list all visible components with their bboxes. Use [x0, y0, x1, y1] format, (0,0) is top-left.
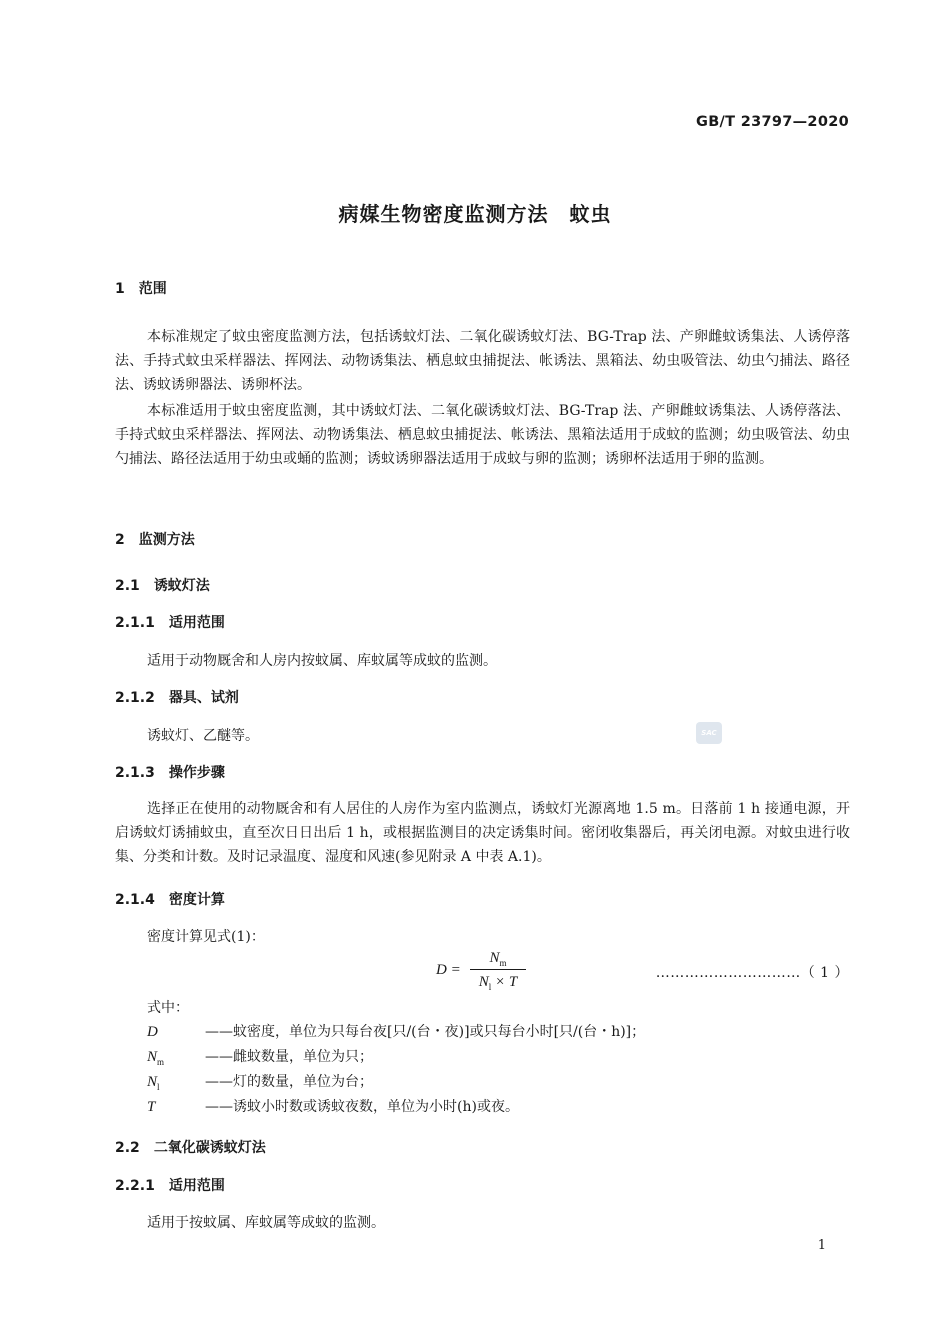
section-title: 适用范围 [168, 615, 225, 631]
scope-text-2-1-1: 适用于动物厩舍和人房内按蚊属、库蚊属等成蚊的监测。 [147, 653, 497, 669]
where-label: 式中： [147, 1000, 189, 1016]
formula-numerator: $N_m$ [489, 950, 507, 968]
equipment-text: 诱蚊灯、乙醚等。 [147, 728, 259, 744]
variable-symbol: $N_m$ [147, 1049, 165, 1067]
section-title: 监测方法 [138, 532, 195, 548]
section-title: 诱蚊灯法 [153, 578, 210, 594]
section-number: 2.1 [115, 578, 140, 594]
section-number: 2.2 [115, 1140, 140, 1156]
page-number: 1 [817, 1238, 826, 1253]
variable-symbol: $N_l$ [147, 1074, 160, 1092]
section-title: 适用范围 [168, 1178, 225, 1194]
variable-definition [147, 1046, 373, 1067]
section-title: 二氧化碳诱蚊灯法 [153, 1140, 266, 1156]
section-heading-2 [115, 529, 195, 549]
section-number: 2.1.2 [115, 690, 155, 706]
procedure-paragraph: 选择正在使用的动物厩舍和有人居住的人房作为室内监测点，诱蚊灯光源离地 1.5 m。日落前 1 h 接通电源，开启诱蚊灯诱捕蚊虫，直至次日日出后 1 h，或根据监测目的决定诱集时间。密闭收集器后，再关闭电源。对蚊虫进行收集、分类和计数。及时记录温度、湿度和风速(参见附录 A 中表 A.1)。 [115, 801, 850, 865]
equation-number: …………………………（ 1 ） [655, 965, 849, 981]
section-number: 2 [115, 532, 125, 548]
variable-description: ——蚊密度，单位为只每台夜[只/(台・夜)]或只每台小时[只/(台・h)]； [205, 1024, 646, 1040]
variable-description: ——灯的数量，单位为台； [205, 1074, 373, 1090]
fraction-bar [470, 969, 526, 970]
variable-description: ——雌蚊数量，单位为只； [205, 1049, 373, 1065]
variable-definition [147, 1071, 373, 1092]
section-heading-2-1 [115, 575, 210, 595]
section-heading-2-1-4 [115, 889, 225, 909]
variable-description: ——诱蚊小时数或诱蚊夜数，单位为小时(h)或夜。 [205, 1099, 519, 1115]
variable-definition [147, 1096, 519, 1117]
section-heading-2-1-3 [115, 762, 225, 782]
formula-lhs: D = [436, 962, 461, 978]
variable-symbol: D [147, 1024, 158, 1040]
section-title: 范围 [138, 281, 167, 297]
section-heading-2-1-1 [115, 612, 225, 632]
scope-paragraph-1: 本标准规定了蚊虫密度监测方法，包括诱蚊灯法、二氧化碳诱蚊灯法、BG-Trap 法、产卵雌蚊诱集法、人诱停落法、手持式蚊虫采样器法、挥网法、动物诱集法、栖息蚊虫捕捉法、帐诱法、黑箱法、幼虫吸管法、幼虫勺捕法、路径法、诱蚊诱卵器法、诱卵杯法。 [115, 329, 850, 393]
scope-paragraph-2: 本标准适用于蚊虫密度监测，其中诱蚊灯法、二氧化碳诱蚊灯法、BG-Trap 法、产卵雌蚊诱集法、人诱停落法、手持式蚊虫采样器法、挥网法、动物诱集法、栖息蚊虫捕捉法、帐诱法、黑箱法适用于成蚊的监测；幼虫吸管法、幼虫勺捕法、路径法适用于幼虫或蛹的监测；诱蚊诱卵器法适用于成蚊与卵的监测；诱卵杯法适用于卵的监测。 [115, 403, 850, 467]
section-heading-2-2 [115, 1137, 266, 1157]
scope-text-2-2-1: 适用于按蚊属、库蚊属等成蚊的监测。 [147, 1215, 385, 1231]
variable-symbol: T [147, 1099, 156, 1115]
formula-intro: 密度计算见式(1)： [147, 929, 265, 945]
section-number: 2.1.1 [115, 615, 155, 631]
section-heading-2-1-2 [115, 687, 239, 707]
standard-code: GB/T 23797—2020 [696, 114, 849, 130]
section-number: 2.1.3 [115, 765, 155, 781]
section-title: 密度计算 [168, 892, 225, 908]
section-number: 2.2.1 [115, 1178, 155, 1194]
section-number: 1 [115, 281, 125, 297]
document-title: 病媒生物密度监测方法 蚊虫 [338, 202, 612, 226]
section-title: 操作步骤 [168, 765, 225, 781]
section-title: 器具、试剂 [168, 690, 239, 706]
sac-watermark-logo: SAC [696, 722, 722, 744]
section-heading-2-2-1 [115, 1175, 225, 1195]
formula-fraction [470, 948, 526, 992]
section-heading-1 [115, 278, 167, 298]
section-number: 2.1.4 [115, 892, 155, 908]
formula-denominator: $N_l \times T$ [478, 974, 518, 992]
variable-definition [147, 1021, 645, 1042]
